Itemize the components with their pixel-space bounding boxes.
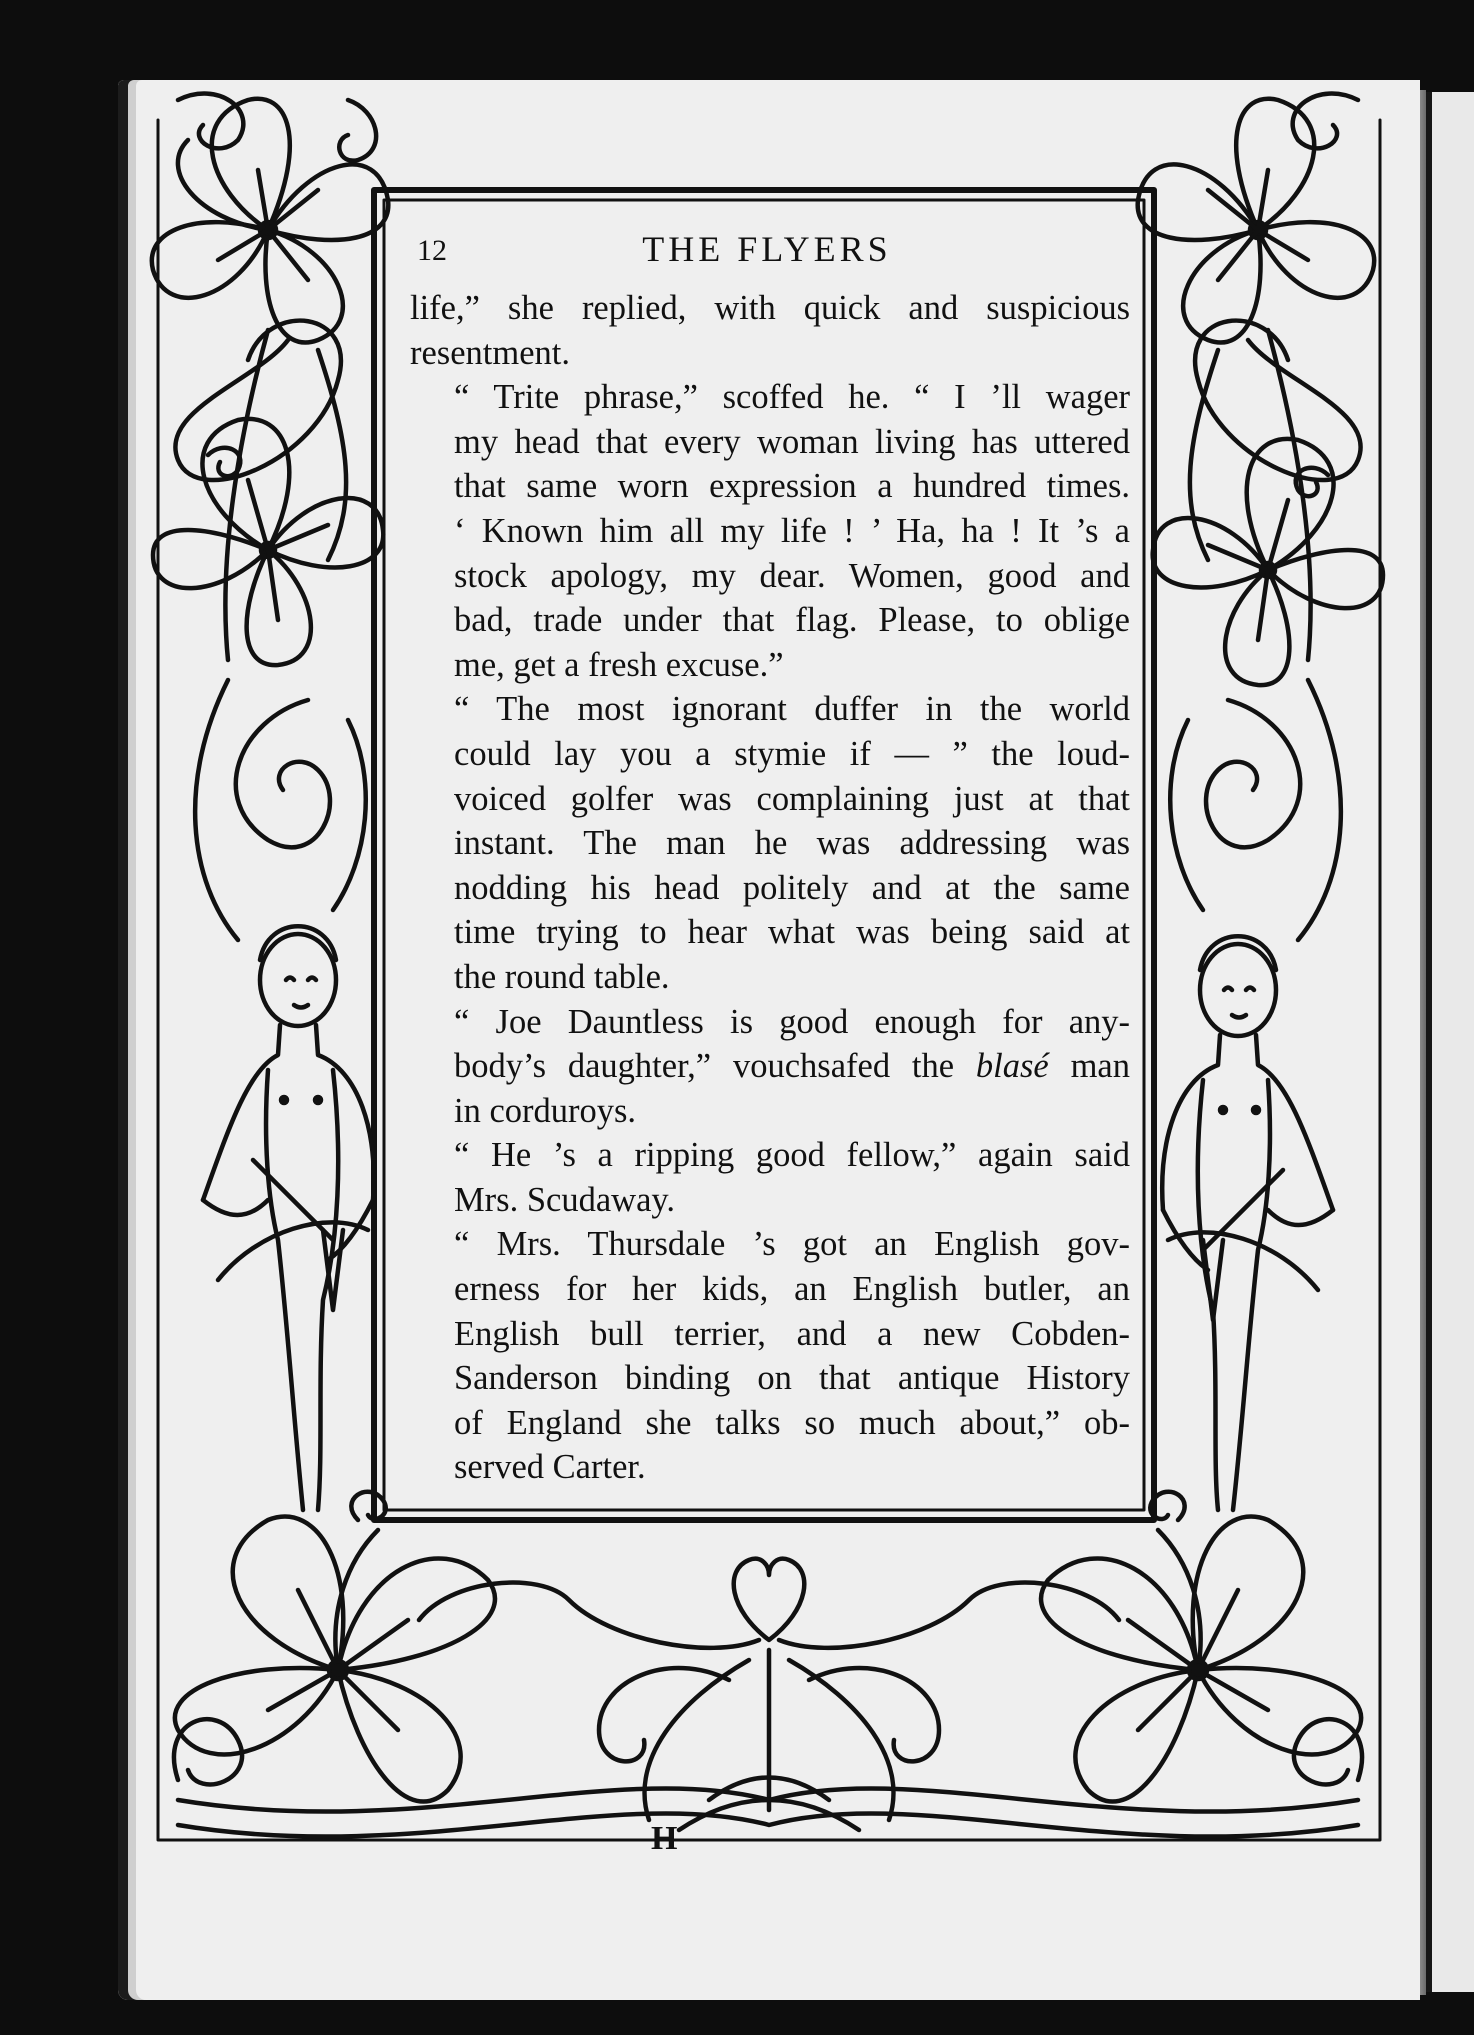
- paragraph: [410, 375, 1130, 687]
- text-line: stock apology, my dear. Women, good and: [454, 556, 1130, 595]
- text-line: time trying to hear what was being said at: [454, 913, 1130, 952]
- text-line: the round table.: [454, 957, 670, 996]
- flower-bottom-left: [175, 1492, 495, 1802]
- text-line: [410, 1044, 1130, 1089]
- text-line: of England she talks so much about,” ob-: [454, 1403, 1130, 1442]
- text-line: Mrs. Scudaway.: [454, 1180, 676, 1219]
- text-fragment: man: [1048, 1047, 1130, 1086]
- text-line: voiced golfer was complaining just at that: [454, 779, 1130, 818]
- page-number: 12: [417, 234, 447, 267]
- text-line: served Carter.: [454, 1448, 646, 1487]
- book-title: THE FLYERS: [642, 229, 892, 269]
- flower-left-middle: [153, 419, 383, 665]
- text-line: erness for her kids, an English butler, an: [454, 1270, 1130, 1309]
- text-line: nodding his head politely and at the same: [454, 868, 1130, 907]
- text-line: me, get a fresh excuse.”: [454, 645, 784, 684]
- text-line: instant. The man he was addressing was: [454, 824, 1130, 863]
- text-line: “ The most ignorant duffer in the world: [454, 690, 1130, 729]
- text-line: ‘ Known him all my life ! ’ Ha, ha ! It ’s a: [454, 511, 1130, 550]
- italic-word: blasé: [975, 1047, 1049, 1086]
- text-line: “ Mrs. Thursdale ’s got an English gov-: [454, 1225, 1130, 1264]
- paragraph: [410, 1222, 1130, 1490]
- text-line: “ Joe Dauntless is good enough for any-: [454, 1002, 1130, 1041]
- text-line: Sanderson binding on that antique History: [454, 1359, 1130, 1398]
- text-line: resentment.: [410, 333, 570, 372]
- paragraph: [410, 286, 1130, 375]
- cherub-left: [203, 926, 374, 1510]
- text-line: could lay you a stymie if — ” the loud-: [454, 734, 1130, 773]
- paragraph: [410, 687, 1130, 999]
- book-page: [118, 80, 1420, 2000]
- artist-monogram: H: [651, 1820, 678, 1857]
- text-line: “ Trite phrase,” scoffed he. “ I ’ll wager: [454, 378, 1130, 417]
- text-line: English bull terrier, and a new Cobden-: [454, 1314, 1130, 1353]
- text-line: “ He ’s a ripping good fellow,” again said: [454, 1136, 1130, 1175]
- flower-top-left: [152, 99, 388, 343]
- text-line: my head that every woman living has uttered: [454, 422, 1130, 461]
- flower-bottom-right: [1041, 1492, 1361, 1802]
- paragraph: [410, 1133, 1130, 1222]
- facing-page-edge: [1426, 92, 1474, 1992]
- body-text: [410, 286, 1130, 1490]
- text-line: bad, trade under that flag. Please, to oblige: [454, 601, 1130, 640]
- flower-right-middle: [1153, 439, 1383, 685]
- running-head: [382, 222, 1152, 282]
- text-panel: [382, 216, 1152, 1511]
- text-line: life,” she replied, with quick and suspicious: [410, 289, 1130, 327]
- heart-scroll-center: [419, 1559, 1119, 1830]
- text-line: in corduroys.: [454, 1091, 637, 1130]
- cherub-right: [1162, 936, 1333, 1510]
- text-fragment: body’s daughter,” vouchsafed the: [454, 1047, 955, 1086]
- text-line: that same worn expression a hundred times.: [454, 467, 1130, 506]
- paragraph: [410, 1000, 1130, 1134]
